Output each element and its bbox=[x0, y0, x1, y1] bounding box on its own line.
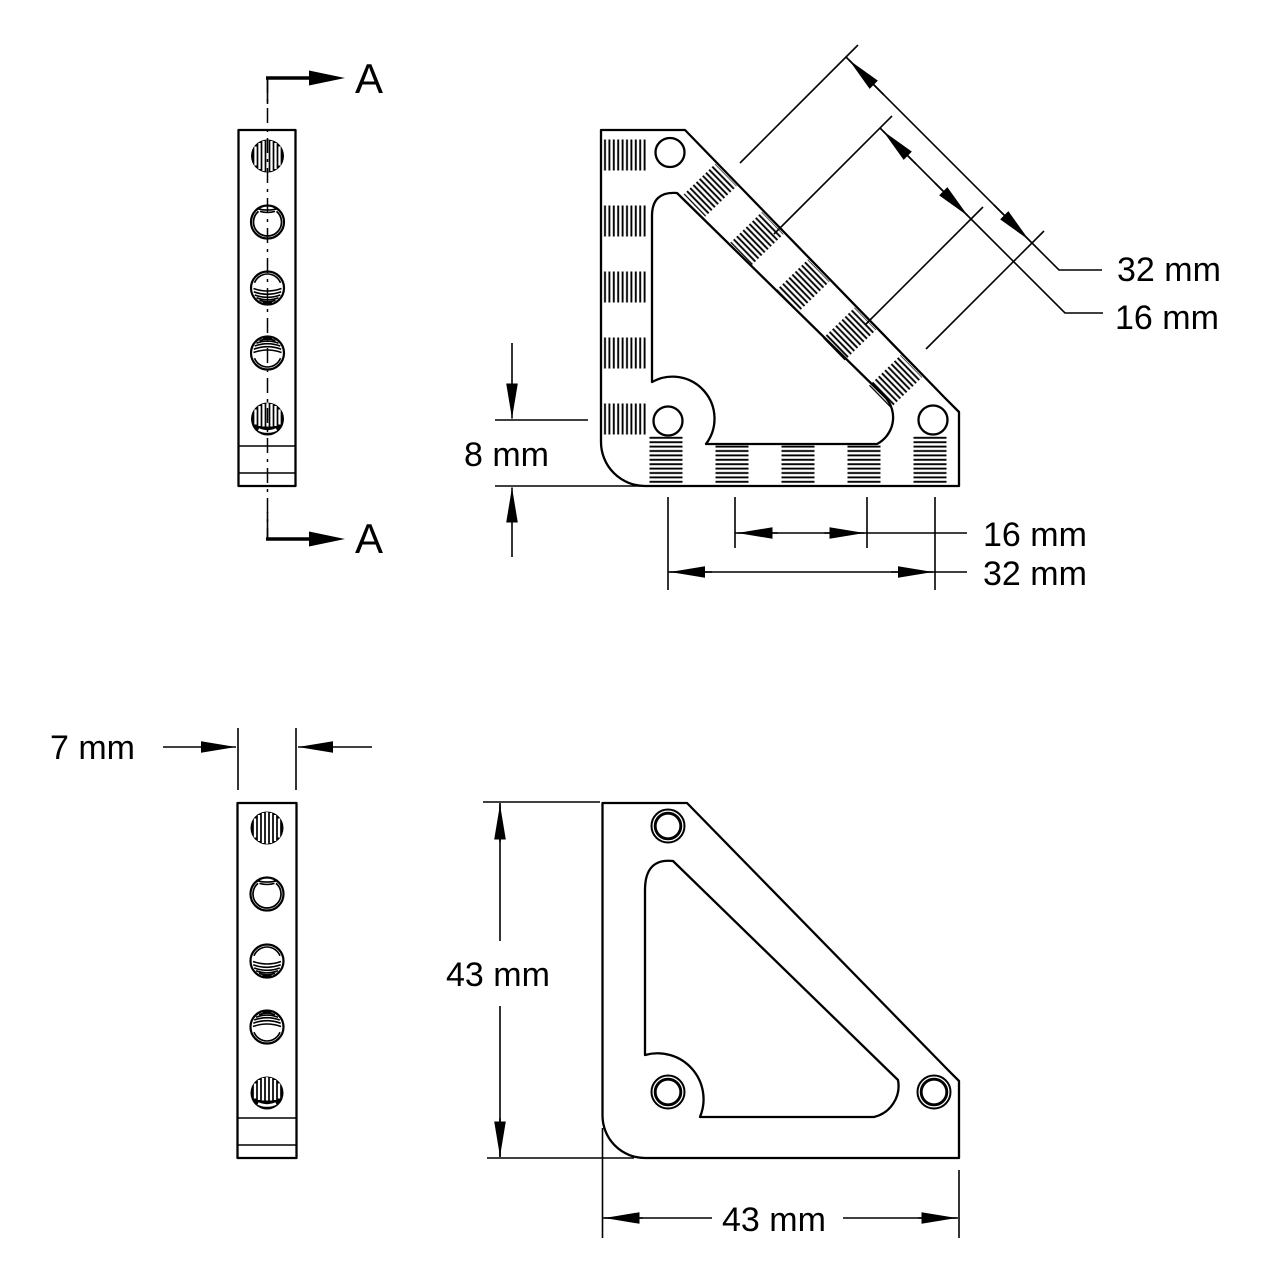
gusset-outline bbox=[601, 130, 959, 486]
dim-width-43mm bbox=[603, 1128, 960, 1239]
extension-line bbox=[740, 45, 858, 163]
thread-hatch bbox=[650, 436, 683, 486]
thread-hatch bbox=[602, 140, 648, 171]
dim-arrow bbox=[883, 131, 916, 164]
dim-label-bottom-outer: 32 mm bbox=[983, 555, 1087, 593]
leader-line bbox=[1032, 243, 1102, 270]
dim-arrow bbox=[994, 205, 1029, 240]
view-side-bottom bbox=[238, 803, 297, 1158]
view-front bbox=[603, 803, 960, 1158]
corner-hole bbox=[918, 1076, 951, 1109]
view-side-top bbox=[239, 130, 296, 486]
dim-label-bottom-inner: 16 mm bbox=[983, 516, 1087, 554]
dim-label-hyp-inner: 16 mm bbox=[1115, 299, 1219, 337]
extension-line bbox=[865, 207, 983, 325]
dim-thickness-7mm bbox=[50, 728, 372, 790]
dim-bottom-16mm bbox=[735, 497, 1087, 554]
dim-label-hyp-outer: 32 mm bbox=[1117, 251, 1221, 289]
threaded-hole bbox=[251, 878, 284, 911]
dim-arrow bbox=[935, 183, 968, 216]
threaded-hole bbox=[251, 945, 284, 978]
thread-hatch bbox=[602, 272, 648, 303]
corner-hole bbox=[654, 407, 683, 436]
corner-hole bbox=[919, 406, 948, 435]
dim-8mm bbox=[464, 343, 640, 557]
thread-hatch bbox=[776, 259, 829, 312]
section-label-top: A bbox=[355, 55, 384, 102]
section-label-bottom: A bbox=[355, 515, 384, 562]
corner-hole bbox=[656, 138, 685, 167]
view-section-a-a bbox=[601, 130, 959, 486]
dim-height-43mm bbox=[446, 802, 634, 1158]
dim-label-width: 43 mm bbox=[722, 1201, 826, 1239]
thread-hatch bbox=[602, 206, 648, 237]
extension-line bbox=[774, 116, 892, 234]
dim-label-offset: 8 mm bbox=[464, 436, 549, 474]
thread-hatch bbox=[914, 436, 947, 486]
dim-arrow bbox=[849, 60, 884, 95]
thread-hatch bbox=[602, 404, 648, 435]
thread-hatch bbox=[869, 355, 922, 408]
thread-hatch bbox=[782, 445, 815, 486]
extension-line bbox=[926, 231, 1044, 349]
section-arrow-icon bbox=[309, 71, 345, 86]
pocket-outline bbox=[645, 861, 899, 1117]
thread-hatch bbox=[823, 308, 876, 361]
dim-hypotenuse-16mm bbox=[774, 116, 1219, 337]
threaded-hole bbox=[251, 1077, 284, 1110]
thread-hatch bbox=[716, 445, 749, 486]
thread-hatch bbox=[848, 445, 881, 486]
dim-label-thickness: 7 mm bbox=[50, 729, 135, 767]
thread-hatch bbox=[730, 212, 783, 265]
corner-hole bbox=[652, 1076, 685, 1109]
corner-hole bbox=[652, 810, 685, 843]
thread-hatch bbox=[602, 338, 648, 369]
threaded-hole bbox=[251, 1011, 284, 1044]
threaded-hole bbox=[251, 812, 284, 845]
section-arrow-icon bbox=[309, 532, 345, 547]
gusset-outline bbox=[603, 803, 960, 1158]
leader-line bbox=[971, 219, 1103, 313]
dim-label-height: 43 mm bbox=[446, 956, 550, 994]
